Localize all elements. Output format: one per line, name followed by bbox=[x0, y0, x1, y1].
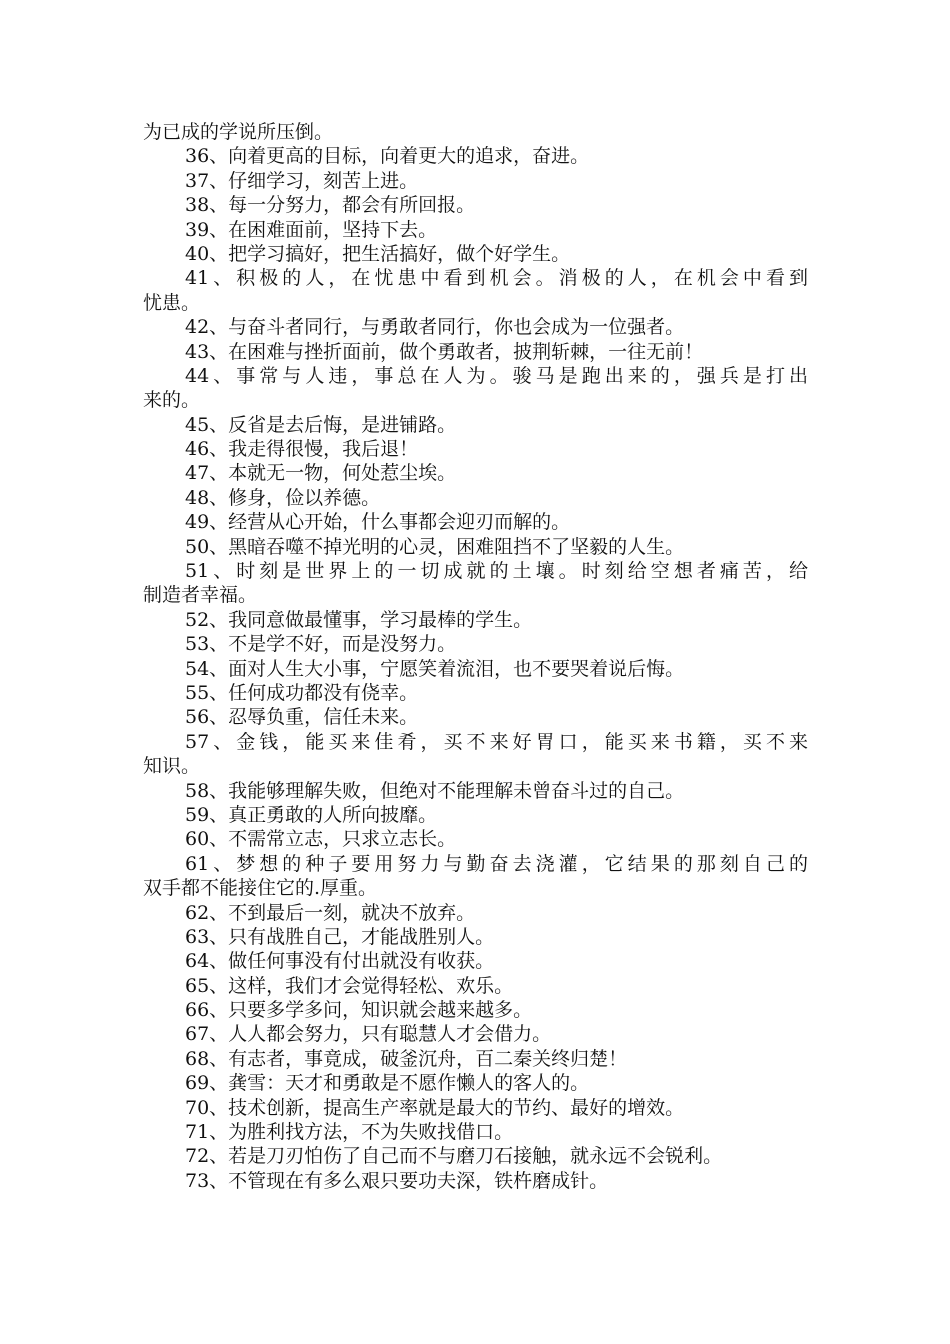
text-line: 67、人人都会努力，只有聪慧人才会借力。 bbox=[185, 1023, 552, 1046]
text-line: 62、不到最后一刻，就决不放弃。 bbox=[185, 901, 476, 924]
text-line: 56、忍辱负重，信任未来。 bbox=[185, 706, 419, 729]
text-line: 52、我同意做最懂事，学习最棒的学生。 bbox=[185, 608, 533, 631]
text-line: 72、若是刀刃怕伤了自己而不与磨刀石接触，就永远不会锐利。 bbox=[185, 1145, 723, 1168]
text-line: 39、在困难面前，坚持下去。 bbox=[185, 218, 438, 241]
text-line: 63、只有战胜自己，才能战胜别人。 bbox=[185, 925, 495, 948]
text-line: 53、不是学不好，而是没努力。 bbox=[185, 633, 457, 656]
text-line: 双手都不能接住它的.厚重。 bbox=[143, 877, 378, 900]
text-line: 61、梦想的种子要用努力与勤奋去浇灌，它结果的那刻自己的 bbox=[185, 852, 808, 875]
text-line: 40、把学习搞好，把生活搞好，做个好学生。 bbox=[185, 242, 571, 265]
text-line: 66、只要多学多问，知识就会越来越多。 bbox=[185, 999, 533, 1022]
text-line: 45、反省是去后悔，是进铺路。 bbox=[185, 413, 457, 436]
text-line: 38、每一分努力，都会有所回报。 bbox=[185, 194, 476, 217]
text-line: 37、仔细学习，刻苦上进。 bbox=[185, 169, 419, 192]
text-line: 为已成的学说所压倒。 bbox=[143, 121, 334, 143]
text-line: 41、积极的人，在忧患中看到机会。消极的人，在机会中看到 bbox=[185, 267, 808, 290]
text-line: 43、在困难与挫折面前，做个勇敢者，披荆斩棘，一往无前！ bbox=[185, 340, 704, 363]
text-line: 36、向着更高的目标，向着更大的追求，奋进。 bbox=[185, 145, 590, 168]
text-line: 47、本就无一物，何处惹尘埃。 bbox=[185, 462, 457, 485]
text-line: 71、为胜利找方法，不为失败找借口。 bbox=[185, 1121, 514, 1144]
text-line: 54、面对人生大小事，宁愿笑着流泪，也不要哭着说后悔。 bbox=[185, 657, 685, 680]
text-line: 65、这样，我们才会觉得轻松、欢乐。 bbox=[185, 974, 514, 997]
text-line: 55、任何成功都没有侥幸。 bbox=[185, 681, 419, 704]
document-page bbox=[143, 120, 808, 1193]
text-line: 忧患。 bbox=[143, 291, 201, 314]
text-line: 70、技术创新，提高生产率就是最大的节约、最好的增效。 bbox=[185, 1096, 685, 1119]
text-line: 73、不管现在有多么艰只要功夫深，铁杵磨成针。 bbox=[185, 1169, 609, 1192]
text-line: 58、我能够理解失败，但绝对不能理解未曾奋斗过的自己。 bbox=[185, 779, 685, 802]
text-line: 46、我走得很慢，我后退！ bbox=[185, 438, 419, 461]
text-line: 50、黑暗吞噬不掉光明的心灵，困难阻挡不了坚毅的人生。 bbox=[185, 535, 685, 558]
text-line: 49、经营从心开始，什么事都会迎刃而解的。 bbox=[185, 511, 571, 534]
text-line: 42、与奋斗者同行，与勇敢者同行，你也会成为一位强者。 bbox=[185, 316, 685, 339]
text-line: 44、事常与人违，事总在人为。骏马是跑出来的，强兵是打出 bbox=[185, 364, 808, 387]
text-line: 制造者幸福。 bbox=[143, 584, 258, 607]
text-line: 64、做任何事没有付出就没有收获。 bbox=[185, 950, 495, 973]
text-line: 知识。 bbox=[143, 755, 201, 778]
text-line: 60、不需常立志，只求立志长。 bbox=[185, 828, 457, 851]
text-line: 48、修身，俭以养德。 bbox=[185, 486, 381, 509]
text-line: 59、真正勇敢的人所向披靡。 bbox=[185, 803, 438, 826]
text-line: 来的。 bbox=[143, 389, 201, 412]
text-line: 51、时刻是世界上的一切成就的土壤。时刻给空想者痛苦，给 bbox=[185, 560, 808, 583]
text-line: 68、有志者，事竟成，破釜沉舟，百二秦关终归楚！ bbox=[185, 1047, 628, 1070]
text-line: 57、金钱，能买来佳肴，买不来好胃口，能买来书籍，买不来 bbox=[185, 730, 808, 753]
text-line: 69、龚雪：天才和勇敢是不愿作懒人的客人的。 bbox=[185, 1072, 590, 1095]
